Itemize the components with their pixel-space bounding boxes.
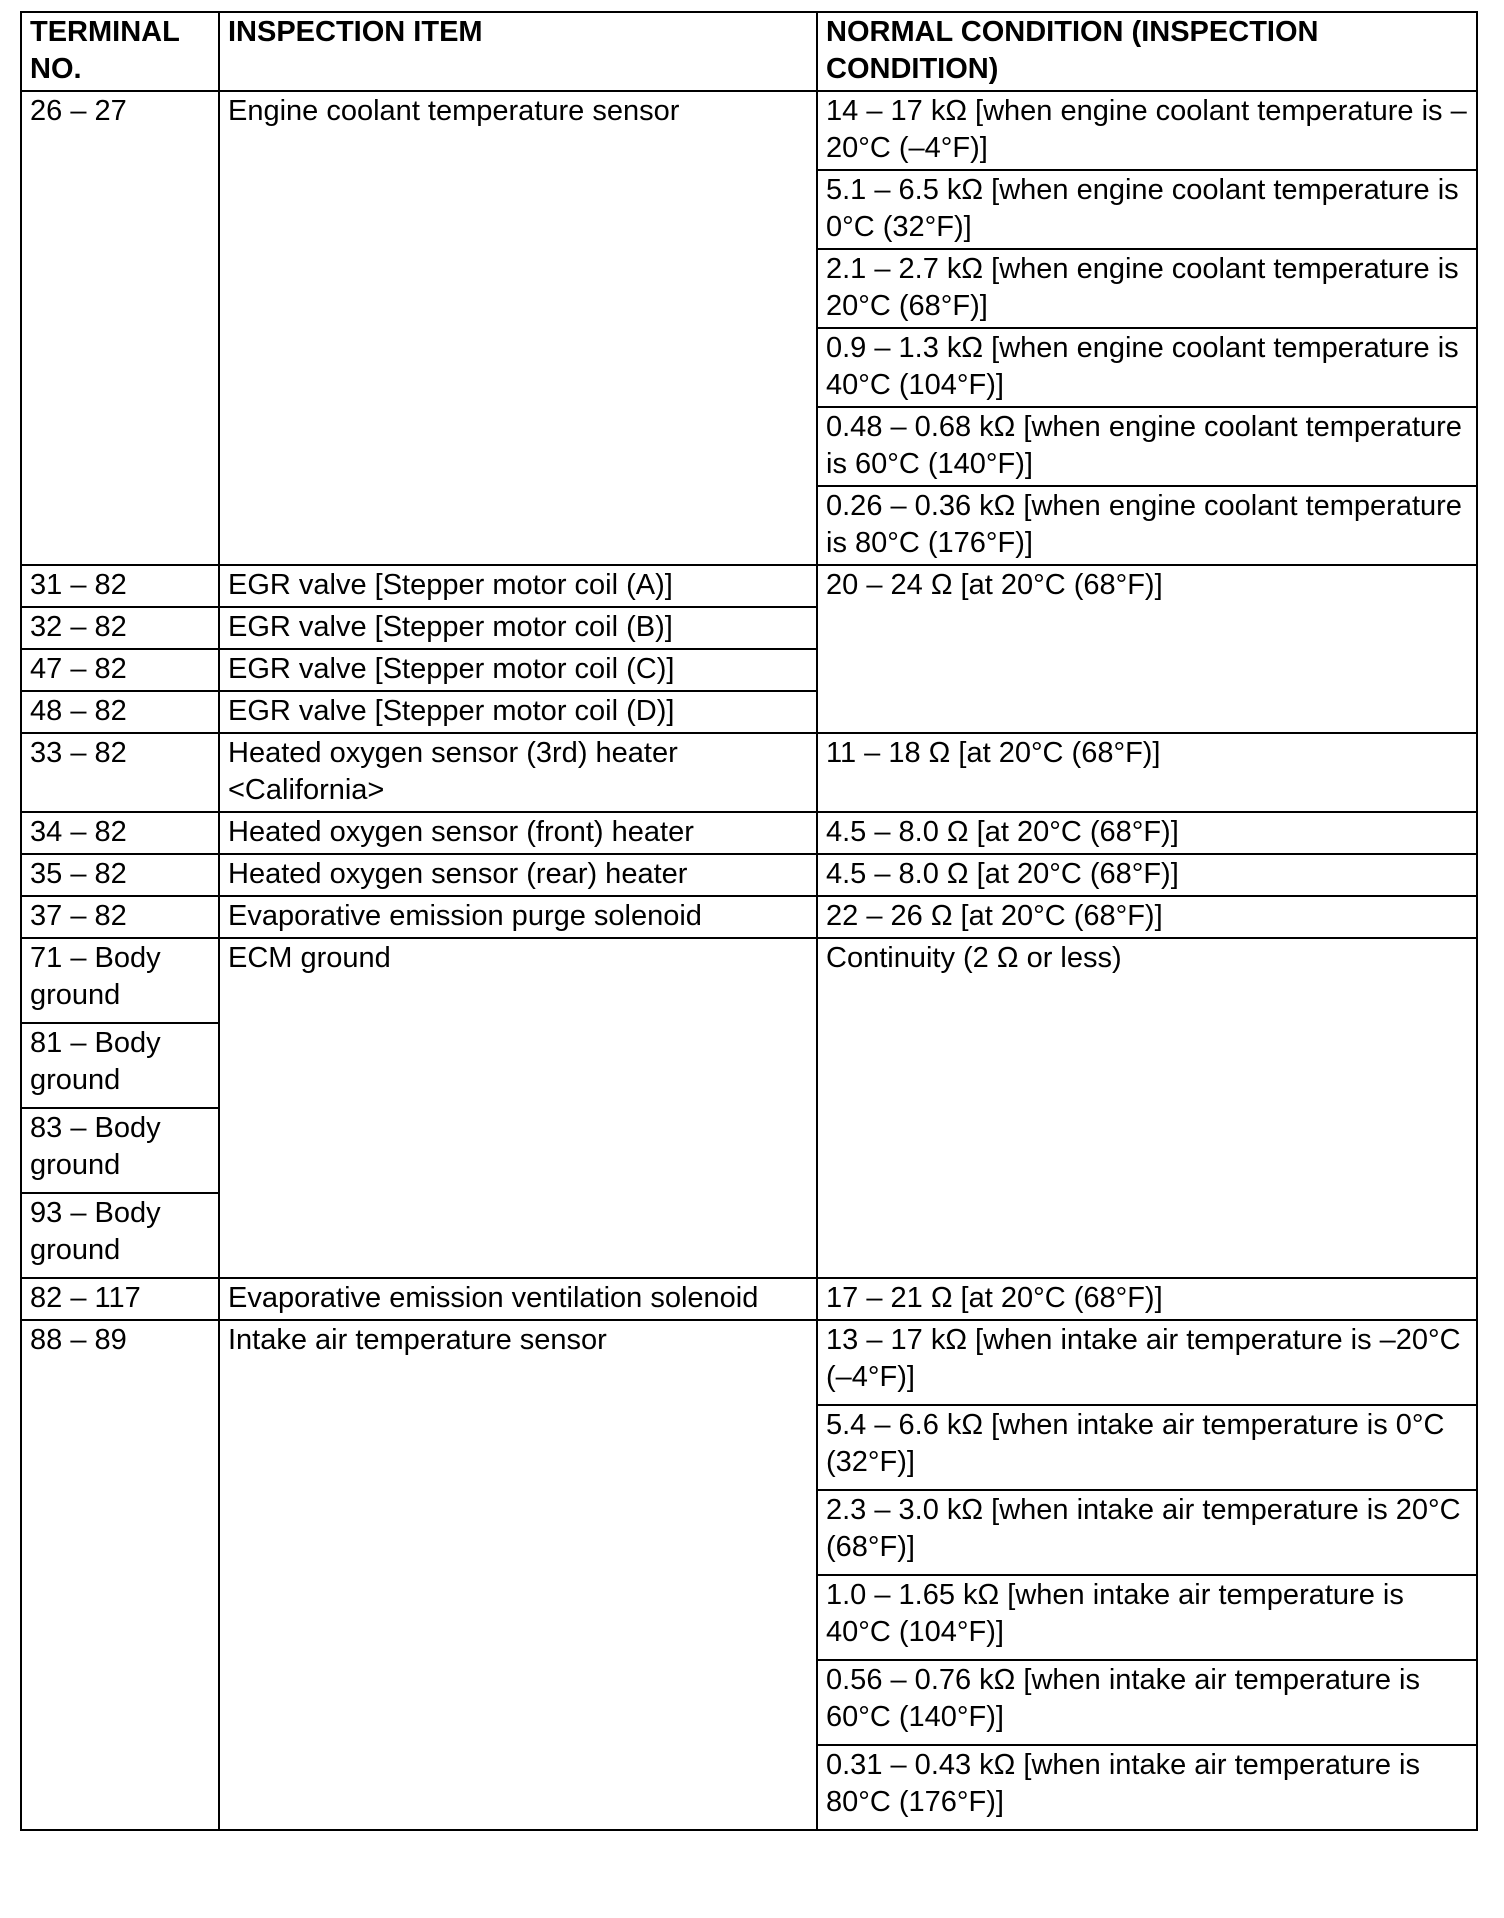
condition-cell: 17 – 21 Ω [at 20°C (68°F)]	[817, 1278, 1477, 1320]
condition-cell: 0.9 – 1.3 kΩ [when engine coolant temperature is 40°C (104°F)]	[817, 328, 1477, 407]
table-row	[21, 733, 1477, 812]
inspection-item-cell: Heated oxygen sensor (rear) heater	[219, 854, 817, 896]
table-row	[21, 91, 1477, 170]
condition-cell: 5.4 – 6.6 kΩ [when intake air temperature is 0°C (32°F)]	[817, 1405, 1477, 1490]
terminal-cell: 83 – Body ground	[21, 1108, 219, 1193]
table-row	[21, 1320, 1477, 1405]
terminal-cell: 31 – 82	[21, 565, 219, 607]
condition-cell: 14 – 17 kΩ [when engine coolant temperature is –20°C (–4°F)]	[817, 91, 1477, 170]
inspection-item-cell: Engine coolant temperature sensor	[219, 91, 817, 565]
condition-cell: 4.5 – 8.0 Ω [at 20°C (68°F)]	[817, 854, 1477, 896]
terminal-cell: 82 – 117	[21, 1278, 219, 1320]
condition-cell: 1.0 – 1.65 kΩ [when intake air temperature is 40°C (104°F)]	[817, 1575, 1477, 1660]
inspection-item-cell: EGR valve [Stepper motor coil (B)]	[219, 607, 817, 649]
table-row	[21, 565, 1477, 607]
condition-cell: 20 – 24 Ω [at 20°C (68°F)]	[817, 565, 1477, 733]
table-row	[21, 812, 1477, 854]
condition-cell: 4.5 – 8.0 Ω [at 20°C (68°F)]	[817, 812, 1477, 854]
terminal-cell: 93 – Body ground	[21, 1193, 219, 1278]
terminal-cell: 26 – 27	[21, 91, 219, 565]
inspection-item-cell: EGR valve [Stepper motor coil (A)]	[219, 565, 817, 607]
condition-cell: 22 – 26 Ω [at 20°C (68°F)]	[817, 896, 1477, 938]
inspection-item-cell: Heated oxygen sensor (3rd) heater <California>	[219, 733, 817, 812]
condition-cell: 0.48 – 0.68 kΩ [when engine coolant temperature is 60°C (140°F)]	[817, 407, 1477, 486]
inspection-item-cell: Evaporative emission purge solenoid	[219, 896, 817, 938]
condition-cell: 2.1 – 2.7 kΩ [when engine coolant temperature is 20°C (68°F)]	[817, 249, 1477, 328]
condition-cell: 0.56 – 0.76 kΩ [when intake air temperature is 60°C (140°F)]	[817, 1660, 1477, 1745]
condition-cell: 0.31 – 0.43 kΩ [when intake air temperature is 80°C (176°F)]	[817, 1745, 1477, 1830]
table-row	[21, 1278, 1477, 1320]
header-row	[21, 12, 1477, 91]
inspection-item-cell: Evaporative emission ventilation solenoid	[219, 1278, 817, 1320]
table-row	[21, 938, 1477, 1023]
table-row	[21, 896, 1477, 938]
inspection-item-cell: Heated oxygen sensor (front) heater	[219, 812, 817, 854]
terminal-cell: 35 – 82	[21, 854, 219, 896]
terminal-cell: 71 – Body ground	[21, 938, 219, 1023]
condition-cell: Continuity (2 Ω or less)	[817, 938, 1477, 1278]
inspection-item-cell: EGR valve [Stepper motor coil (C)]	[219, 649, 817, 691]
header-inspection-item: INSPECTION ITEM	[219, 12, 817, 91]
terminal-cell: 47 – 82	[21, 649, 219, 691]
header-normal-condition: NORMAL CONDITION (INSPECTION CONDITION)	[817, 12, 1477, 91]
terminal-cell: 33 – 82	[21, 733, 219, 812]
inspection-item-cell: ECM ground	[219, 938, 817, 1278]
table-row	[21, 854, 1477, 896]
terminal-cell: 81 – Body ground	[21, 1023, 219, 1108]
condition-cell: 0.26 – 0.36 kΩ [when engine coolant temperature is 80°C (176°F)]	[817, 486, 1477, 565]
terminal-cell: 88 – 89	[21, 1320, 219, 1830]
header-terminal-no: TERMINAL NO.	[21, 12, 219, 91]
terminal-cell: 34 – 82	[21, 812, 219, 854]
condition-cell: 13 – 17 kΩ [when intake air temperature is –20°C (–4°F)]	[817, 1320, 1477, 1405]
condition-cell: 11 – 18 Ω [at 20°C (68°F)]	[817, 733, 1477, 812]
terminal-cell: 48 – 82	[21, 691, 219, 733]
terminal-cell: 32 – 82	[21, 607, 219, 649]
inspection-item-cell: Intake air temperature sensor	[219, 1320, 817, 1830]
inspection-table	[20, 11, 1478, 1831]
terminal-cell: 37 – 82	[21, 896, 219, 938]
inspection-item-cell: EGR valve [Stepper motor coil (D)]	[219, 691, 817, 733]
condition-cell: 5.1 – 6.5 kΩ [when engine coolant temperature is 0°C (32°F)]	[817, 170, 1477, 249]
condition-cell: 2.3 – 3.0 kΩ [when intake air temperature is 20°C (68°F)]	[817, 1490, 1477, 1575]
